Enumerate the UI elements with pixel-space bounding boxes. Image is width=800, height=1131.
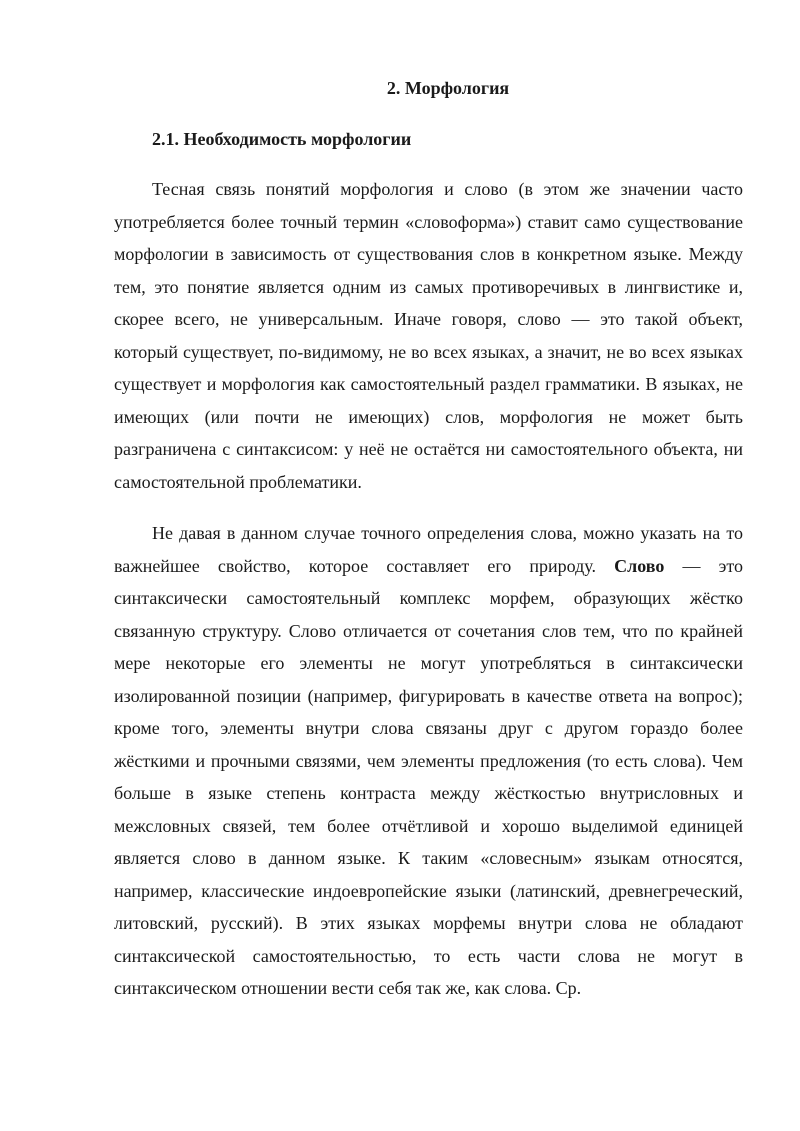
paragraph-2-definition: — это синтаксически самостоятельный комплекс морфем, образующих жёстко связанную структуру. Слово отличается от сочетания слов тем, что по крайней мере некоторые его элементы не могут употребляться в синтаксически изолированной позиции (например, фигурировать в качестве ответа на вопрос); кроме того, элементы внутри слова связаны друг с другом гораздо более жёсткими и прочными связями, чем элементы предложения (то есть слова). Чем больше в языке степень контраста между жёсткостью внутрисловных и межсловных связей, тем более отчётливой и хорошо выделимой единицей является слово в данном языке. К таким «словесным» языкам относятся, например, классические индоевропейские языки (латинский, древнегреческий, литовский, русский). В этих языках морфемы внутри слова не обладают синтаксической самостоятельностью, то есть части слова не могут в синтаксическом отношении вести себя так же, как слова. Ср.	[114, 555, 743, 998]
paragraph-2-intro: Не давая в данном случае точного определения слова, можно указать на то важнейшее свойство, которое составляет его природу.	[114, 523, 743, 576]
paragraph-1: Тесная связь понятий морфология и слово (в этом же значении часто употребляется более точный термин «словоформа») ставит само существование морфологии в зависимость от существования слов в конкретном языке. Между тем, это понятие является одним из самых противоречивых в лингвистике и, скорее всего, не универсальным. Иначе говоря, слово — это такой объект, который существует, по-видимому, не во всех языках, а значит, не во всех языках существует и морфология как самостоятельный раздел грамматики. В языках, не имеющих (или почти не имеющих) слов, морфология не может быть разграничена с синтаксисом: у неё не остаётся ни самостоятельного объекта, ни самостоятельной проблематики.	[114, 179, 743, 492]
section-title: 2.1. Необходимость морфологии	[152, 129, 412, 149]
chapter-title: 2. Морфология	[386, 78, 510, 98]
term-slovo: Слово	[614, 555, 665, 576]
paragraph-2	[114, 517, 743, 1005]
